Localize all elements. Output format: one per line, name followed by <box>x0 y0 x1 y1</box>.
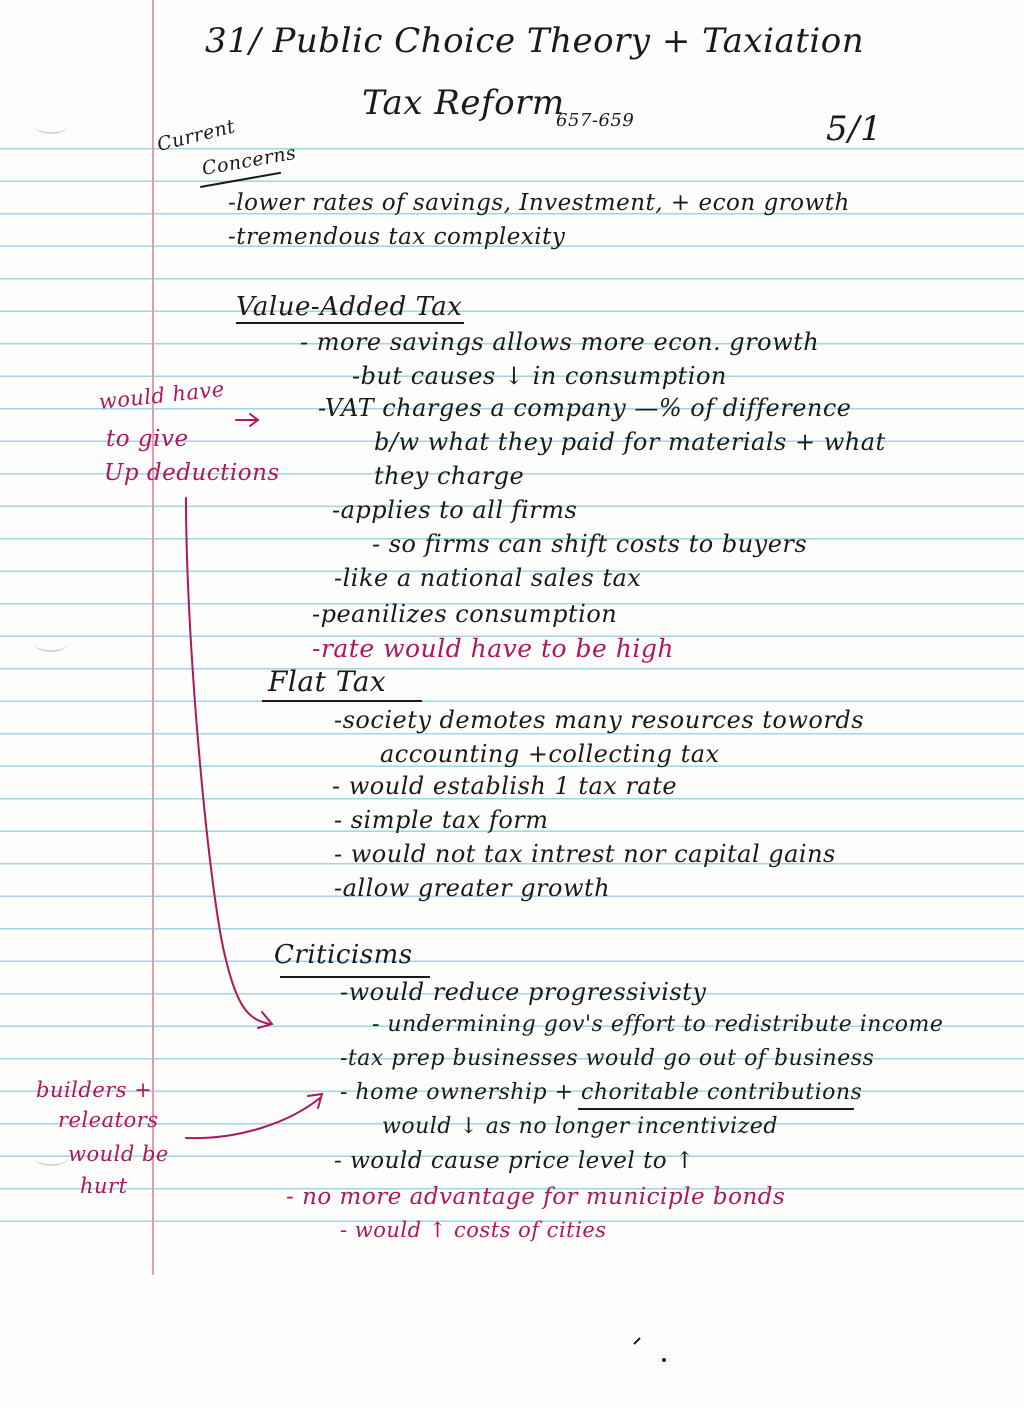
margin-note-builders: releators <box>58 1108 159 1132</box>
margin-note-builders: hurt <box>80 1174 128 1198</box>
margin-note-deductions: to give <box>106 426 189 452</box>
criticism-line: - would cause price level to ↑ <box>334 1148 695 1174</box>
heading-flat-tax: Flat Tax <box>268 665 387 698</box>
margin-note-deductions: would have <box>97 376 226 414</box>
flat-tax-line: - would establish 1 tax rate <box>332 772 678 800</box>
criticism-line: would ↓ as no longer incentivized <box>382 1114 778 1139</box>
criticism-line-red: - would ↑ costs of cities <box>340 1218 607 1242</box>
arrow-right-icon <box>236 414 258 426</box>
flat-tax-line: accounting +collecting tax <box>380 740 720 768</box>
page-title: 31/ Public Choice Theory + Taxiation <box>205 21 865 61</box>
vat-line: b/w what they paid for materials + what <box>374 428 886 456</box>
vat-line: - more savings allows more econ. growth <box>300 328 820 356</box>
page-range: 657-659 <box>556 110 635 131</box>
margin-note-deductions: Up deductions <box>104 460 280 486</box>
vat-line: -like a national sales tax <box>334 564 642 592</box>
heading-criticisms: Criticisms <box>274 940 413 970</box>
vat-line: - so firms can shift costs to buyers <box>372 530 808 558</box>
criticism-line-red: - no more advantage for municiple bonds <box>286 1184 786 1210</box>
date: 5/1 <box>826 109 883 149</box>
section-label-current: Current <box>154 115 238 156</box>
curved-arrow-icon <box>186 1098 320 1138</box>
stray-mark <box>634 1338 640 1344</box>
flat-tax-line: -society demotes many resources towords <box>334 706 865 734</box>
criticism-line: - undermining gov's effort to redistribute income <box>372 1012 944 1037</box>
stray-mark <box>663 1359 665 1361</box>
criticism-line: -tax prep businesses would go out of business <box>340 1046 875 1071</box>
vat-line-red: -rate would have to be high <box>312 634 674 663</box>
flat-tax-line: - would not tax intrest nor capital gains <box>334 840 836 868</box>
margin-note-builders: would be <box>68 1142 169 1166</box>
margin-note-builders: builders + <box>36 1078 153 1102</box>
flat-tax-line: -allow greater growth <box>334 874 611 902</box>
criticism-line: -would reduce progressivisty <box>340 978 707 1006</box>
vat-line: -VAT charges a company —% of difference <box>318 394 852 422</box>
heading-vat: Value-Added Tax <box>236 292 463 322</box>
vat-line: -applies to all firms <box>332 496 578 524</box>
criticism-line: - home ownership + choritable contributions <box>340 1080 863 1105</box>
vat-line: they charge <box>374 462 525 490</box>
section-label-concerns: Concerns <box>200 141 298 180</box>
flat-tax-line: - simple tax form <box>334 806 549 834</box>
vat-line: -peanilizes consumption <box>312 600 618 628</box>
curved-arrow-icon <box>186 498 270 1024</box>
concern-item: -lower rates of savings, Investment, + econ growth <box>228 190 850 216</box>
vat-line: -but causes ↓ in consumption <box>352 362 727 390</box>
page-subtitle: Tax Reform <box>362 83 565 123</box>
concern-item: -tremendous tax complexity <box>228 224 566 250</box>
